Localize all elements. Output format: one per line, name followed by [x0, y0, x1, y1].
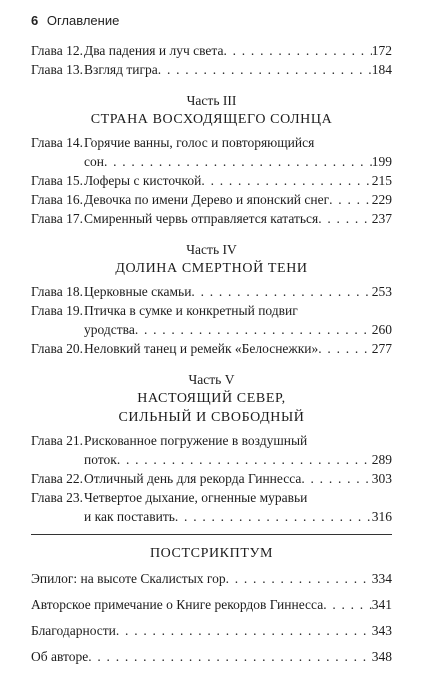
chapter-label: Глава 20.	[31, 341, 83, 356]
page-ref: 215	[371, 173, 392, 188]
entry-title: Благодарности	[31, 623, 116, 638]
dot-leader	[223, 41, 371, 60]
chapter-label: Глава 16.	[31, 192, 83, 207]
dot-leader	[88, 647, 372, 666]
page-ref: 237	[371, 211, 392, 226]
toc-entry-epilogue[interactable]	[31, 569, 392, 588]
chapter-label: Глава 17.	[31, 211, 83, 226]
page-number: 6	[31, 13, 39, 28]
chapter-title: Горячие ванны, голос и повторяющийся	[84, 135, 315, 150]
chapter-label: Глава 18.	[31, 284, 83, 299]
dot-leader	[201, 171, 371, 190]
dot-leader	[226, 569, 372, 588]
chapter-title: Неловкий танец и ремейк «Белоснежки»	[84, 341, 319, 356]
part-label: Часть III	[186, 93, 237, 108]
chapter-title: Смиренный червь отправляется кататься	[84, 211, 319, 226]
entry-title: Авторское примечание о Книге рекордов Гиннесса	[31, 597, 324, 612]
dot-leader	[135, 320, 372, 339]
page-ref: 334	[371, 571, 392, 586]
toc-entry-ch23[interactable]	[31, 488, 392, 507]
page-ref: 343	[371, 623, 392, 638]
dot-leader	[329, 190, 372, 209]
page-ref: 341	[371, 597, 392, 612]
dot-leader	[323, 595, 372, 614]
dot-leader	[301, 469, 371, 488]
running-title: Оглавление	[46, 13, 120, 28]
chapter-label: Глава 22.	[31, 471, 83, 486]
chapter-title: Птичка в сумке и конкретный подвиг	[84, 303, 298, 318]
dot-leader	[318, 339, 371, 358]
dot-leader	[318, 209, 372, 228]
page-ref: 277	[371, 341, 392, 356]
toc-entry-acknowledgements[interactable]	[31, 621, 392, 640]
dot-leader	[191, 282, 371, 301]
page-ref: 348	[371, 649, 392, 664]
chapter-label: Глава 19.	[31, 303, 83, 318]
toc-entry-ch14-cont[interactable]	[31, 152, 392, 171]
part-label: Часть V	[188, 372, 235, 387]
dot-leader	[158, 60, 372, 79]
page-ref: 260	[371, 322, 392, 337]
toc-entry-ch16[interactable]	[31, 190, 392, 209]
part-title-line2: СИЛЬНЫЙ И СВОБОДНЫЙ	[118, 410, 305, 425]
chapter-title-cont: сон	[84, 154, 104, 169]
toc-entry-ch21[interactable]	[31, 431, 392, 450]
page-ref: 172	[371, 43, 392, 58]
dot-leader	[175, 507, 372, 526]
chapter-title-cont: уродства	[84, 322, 135, 337]
toc-entry-author-note[interactable]	[31, 595, 392, 614]
dot-leader	[104, 152, 372, 171]
chapter-title: Два падения и луч света	[84, 43, 224, 58]
chapter-title: Лоферы с кисточкой	[84, 173, 202, 188]
chapter-title: Взгляд тигра	[84, 62, 158, 77]
toc-entry-ch15[interactable]	[31, 171, 392, 190]
chapter-label: Глава 23.	[31, 490, 83, 505]
toc-entry-ch22[interactable]	[31, 469, 392, 488]
chapter-title-cont: поток	[84, 452, 117, 467]
dot-leader	[117, 450, 372, 469]
page-ref: 199	[371, 154, 392, 169]
chapter-title: Девочка по имени Дерево и японский снег	[84, 192, 330, 207]
table-of-contents	[31, 41, 392, 673]
part-title: ДОЛИНА СМЕРТНОЙ ТЕНИ	[115, 261, 308, 276]
toc-entry-ch19-cont[interactable]	[31, 320, 392, 339]
chapter-label: Глава 14.	[31, 135, 83, 150]
toc-entry-ch20[interactable]	[31, 339, 392, 358]
toc-entry-ch21-cont[interactable]	[31, 450, 392, 469]
part-label: Часть IV	[186, 242, 237, 257]
entry-title: Эпилог: на высоте Скалистых гор	[31, 571, 226, 586]
part-title-line1: НАСТОЯЩИЙ СЕВЕР,	[137, 391, 286, 406]
dot-leader	[116, 621, 372, 640]
chapter-title: Отличный день для рекорда Гиннесса	[84, 471, 302, 486]
chapter-label: Глава 21.	[31, 433, 83, 448]
page-ref: 184	[371, 62, 392, 77]
chapter-title: Четвертое дыхание, огненные муравьи	[84, 490, 308, 505]
page-ref: 229	[371, 192, 392, 207]
section-divider	[31, 534, 392, 535]
chapter-title-cont: и как поставить	[84, 509, 175, 524]
page-ref: 289	[371, 452, 392, 467]
part-title: СТРАНА ВОСХОДЯЩЕГО СОЛНЦА	[90, 112, 333, 127]
toc-entry-ch17[interactable]	[31, 209, 392, 228]
toc-entry-ch12[interactable]	[31, 41, 392, 60]
toc-entry-ch14[interactable]	[31, 133, 392, 152]
toc-entry-ch19[interactable]	[31, 301, 392, 320]
chapter-title: Рискованное погружение в воздушный	[84, 433, 308, 448]
toc-entry-about-author[interactable]	[31, 647, 392, 666]
toc-entry-ch23-cont[interactable]	[31, 507, 392, 526]
page-ref: 316	[371, 509, 392, 524]
page-ref: 303	[371, 471, 392, 486]
postscript-title: ПОСТСРИКПТУМ	[149, 546, 274, 561]
chapter-title: Церковные скамьи	[84, 284, 192, 299]
chapter-label: Глава 15.	[31, 173, 83, 188]
chapter-label: Глава 13.	[31, 62, 83, 77]
toc-entry-ch18[interactable]	[31, 282, 392, 301]
running-header	[31, 13, 119, 28]
page-ref: 253	[371, 284, 392, 299]
entry-title: Об авторе	[31, 649, 89, 664]
toc-entry-ch13[interactable]	[31, 60, 392, 79]
chapter-label: Глава 12.	[31, 43, 83, 58]
